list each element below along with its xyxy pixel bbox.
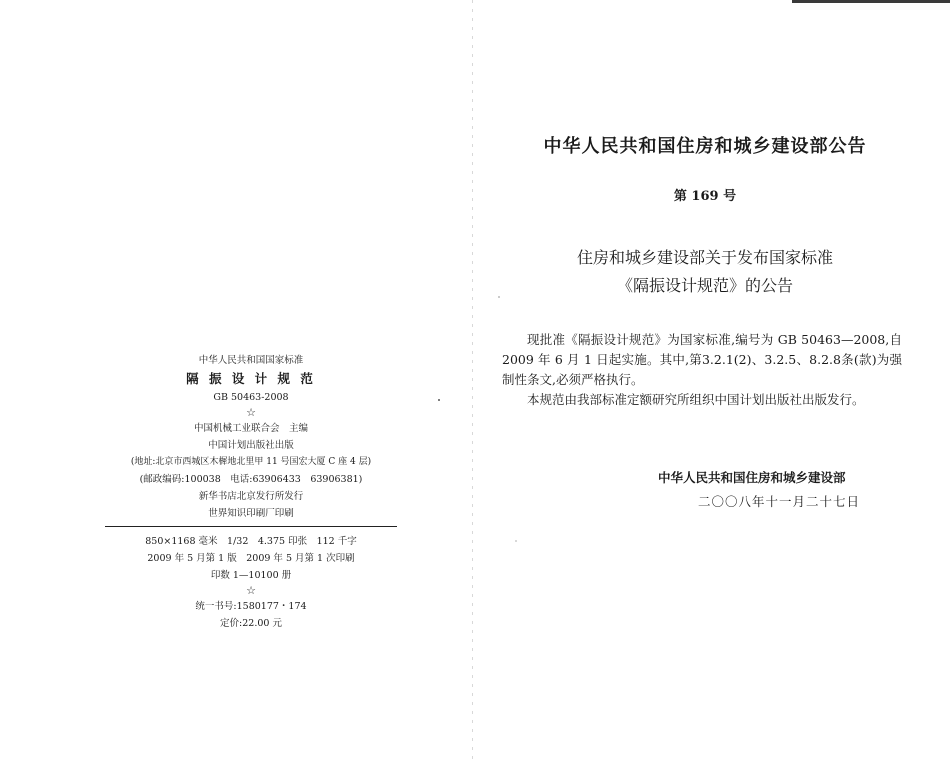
- colophon-divider: [105, 526, 397, 527]
- announcement-subtitle-line: 住房和城乡建设部关于发布国家标准: [576, 248, 833, 267]
- colophon-price: 定价:22.00 元: [220, 618, 282, 629]
- announcement-body: [502, 330, 902, 410]
- colophon-format: 850×1168 毫米 1/32 4.375 印张 112 千字: [145, 536, 357, 547]
- announcement-subtitle: [500, 244, 910, 300]
- colophon: [105, 352, 397, 632]
- page-gutter: [472, 0, 473, 759]
- announcement-date: 二〇〇八年十一月二十七日: [698, 494, 861, 509]
- colophon-unified-number: 统一书号:1580177・174: [195, 601, 307, 612]
- scan-speck: [438, 399, 440, 401]
- colophon-publisher: 中国计划出版社出版: [208, 440, 294, 451]
- announcement-signature: [640, 466, 890, 514]
- colophon-code: GB 50463-2008: [213, 392, 289, 403]
- scan-speck: [498, 296, 500, 298]
- scan-edge-mark: [792, 0, 950, 3]
- signatory: 中华人民共和国住房和城乡建设部: [658, 470, 846, 485]
- star-ornament: ☆: [246, 584, 256, 597]
- colophon-print-run: 印数 1—10100 册: [210, 570, 292, 581]
- colophon-editor: 中国机械工业联合会 主编: [193, 423, 308, 434]
- announcement-subtitle-line: 《隔振设计规范》的公告: [616, 276, 793, 295]
- announcement-paragraph: 本规范由我部标准定额研究所组织中国计划出版社出版发行。: [527, 392, 865, 407]
- colophon-contact: (邮政编码:100038 电话:63906433 63906381): [139, 474, 363, 485]
- scan-speck: [515, 540, 517, 542]
- announcement-number: 第 169 号: [673, 189, 737, 204]
- colophon-edition: 2009 年 5 月第 1 版 2009 年 5 月第 1 次印刷: [147, 553, 355, 564]
- colophon-address: (地址:北京市西城区木樨地北里甲 11 号国宏大厦 C 座 4 层): [130, 457, 372, 467]
- colophon-title: 隔 振 设 计 规 范: [186, 371, 316, 386]
- colophon-printer: 世界知识印刷厂印刷: [208, 508, 294, 519]
- announcement-title: 中华人民共和国住房和城乡建设部公告: [543, 136, 867, 157]
- announcement-paragraph: 现批准《隔振设计规范》为国家标准,编号为 GB 50463—2008,自 2009 年 6 月 1 日起实施。其中,第3.2.1(2)、3.2.5、8.2.8条(款)为强制性条文,必须严格执行。: [502, 332, 902, 387]
- star-ornament: ☆: [246, 406, 256, 419]
- colophon-distributor: 新华书店北京发行所发行: [198, 491, 304, 502]
- colophon-standard-type: 中华人民共和国国家标准: [198, 355, 304, 366]
